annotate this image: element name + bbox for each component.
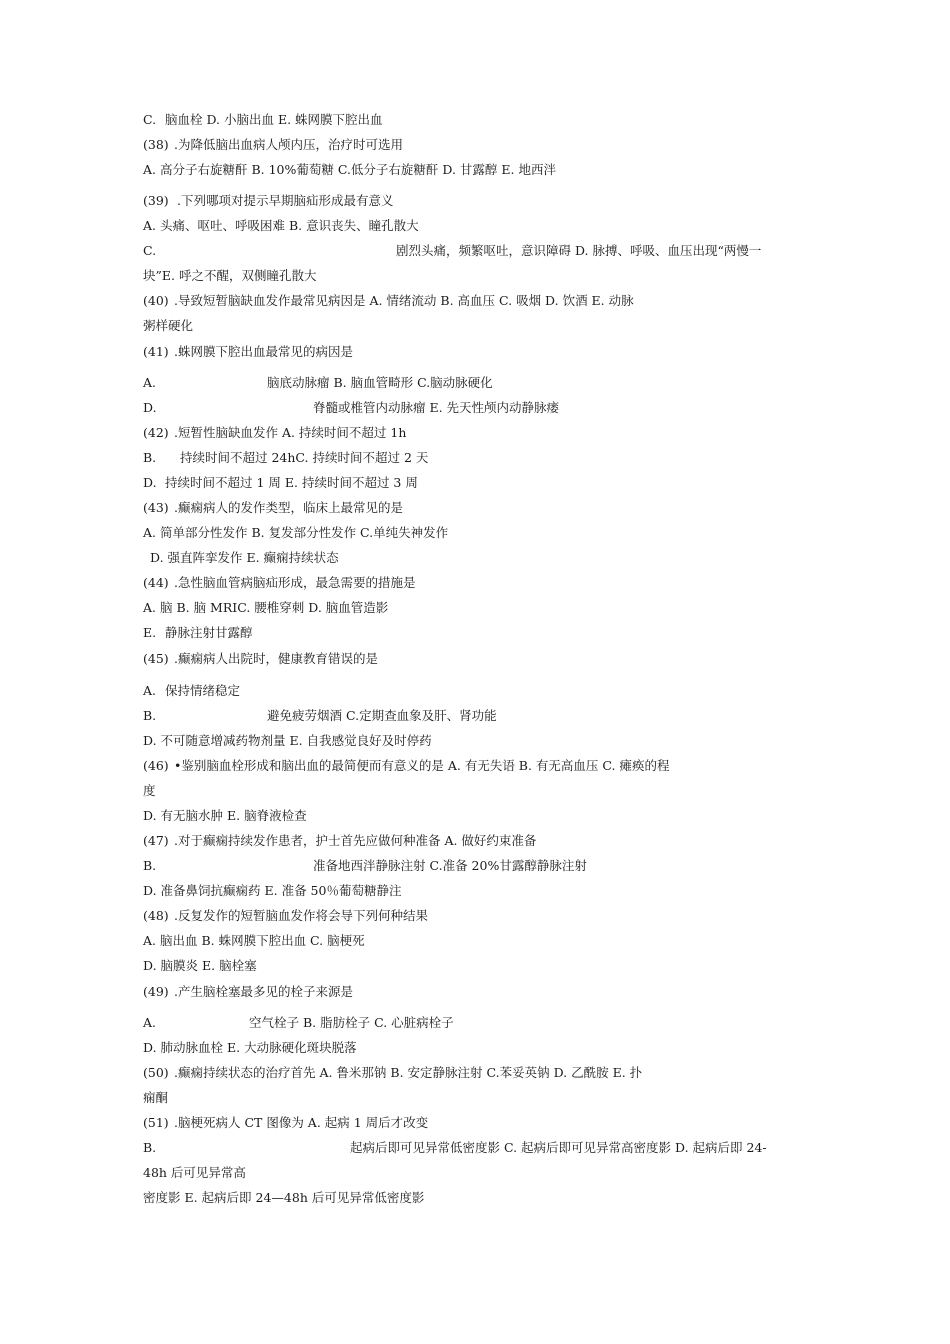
line-prefix: E. [143, 625, 157, 640]
line-text: 剧烈头痛，频繁呕吐，意识障碍 D. 脉搏、呼吸、血压出现“两慢一 [396, 243, 762, 258]
options-line [143, 932, 365, 950]
question-50 [143, 1064, 642, 1082]
question-text: .蛛网膜下腔出血最常见的病因是 [174, 344, 353, 359]
line-text: D. 准备鼻饲抗癫痫药 E. 准备 50％葡萄糖静注 [143, 883, 402, 898]
options-line [143, 374, 493, 392]
line-prefix: C. [143, 243, 157, 258]
question-number: (45) [143, 651, 169, 666]
options-line [143, 524, 448, 542]
question-number: (47) [143, 833, 169, 848]
options-line [143, 857, 587, 875]
options-line [143, 317, 193, 335]
question-number: (39) [143, 193, 169, 208]
question-text: •鉴别脑血栓形成和脑出血的最简便而有意义的是 A. 有无失语 B. 有无高血压 C. 瘫痪的程 [174, 758, 670, 773]
question-text: .癫痫持续状态的治疗首先 A. 鲁米那钠 B. 安定静脉注射 C.苯妥英钠 D. 乙酰胺 E. 扑 [174, 1065, 643, 1080]
question-text: .脑梗死病人 CT 图像为 A. 起病 1 周后才改变 [174, 1115, 429, 1130]
question-number: (42) [143, 425, 169, 440]
question-38 [143, 136, 403, 154]
options-line [143, 1014, 454, 1032]
question-text: .对于癫痫持续发作患者，护士首先应做何种准备 A. 做好约束准备 [174, 833, 537, 848]
question-number: (41) [143, 344, 169, 359]
question-number: (49) [143, 984, 169, 999]
options-line [143, 807, 307, 825]
question-43 [143, 499, 403, 517]
line-text: 48h 后可见异常高 [143, 1165, 246, 1180]
question-46 [143, 757, 669, 775]
options-line [143, 161, 556, 179]
options-line [143, 882, 401, 900]
question-number: (46) [143, 758, 169, 773]
line-text: 持续时间不超过 24hC. 持续时间不超过 2 天 [180, 450, 429, 465]
line-text: A. 简单部分性发作 B. 复发部分性发作 C.单纯失神发作 [143, 525, 449, 540]
line-text: A. 脑 B. 脑 MRIC. 腰椎穿刺 D. 脑血管造影 [143, 600, 389, 615]
options-line [143, 957, 257, 975]
question-49 [143, 983, 353, 1001]
line-text: 静脉注射甘露醇 [165, 625, 253, 640]
line-text: 保持情绪稳定 [165, 683, 241, 698]
line-text: 度 [143, 783, 156, 798]
question-48 [143, 907, 428, 925]
question-text: .为降低脑出血病人颅内压，治疗时可选用 [174, 137, 403, 152]
options-line [143, 624, 253, 642]
line-text: D. 强直阵挛发作 E. 癫痫持续状态 [150, 550, 339, 565]
options-line [143, 267, 316, 285]
options-line [143, 1189, 424, 1207]
question-42 [143, 424, 406, 442]
question-41 [143, 343, 353, 361]
question-number: (44) [143, 575, 169, 590]
question-number: (43) [143, 500, 169, 515]
line-prefix: B. [143, 708, 157, 723]
options-line [143, 242, 761, 260]
line-prefix: C. [143, 112, 157, 127]
question-44 [143, 574, 415, 592]
question-40 [143, 292, 634, 310]
question-text: .短暂性脑缺血发作 A. 持续时间不超过 1h [174, 425, 407, 440]
line-text: D. 肺动脉血栓 E. 大动脉硬化斑块脱落 [143, 1040, 357, 1055]
options-line [143, 1164, 246, 1182]
question-45 [143, 650, 378, 668]
line-prefix: D. [143, 400, 157, 415]
options-line [143, 732, 432, 750]
question-number: (50) [143, 1065, 169, 1080]
question-number: (48) [143, 908, 169, 923]
question-number: (51) [143, 1115, 169, 1130]
question-text: .产生脑栓塞最多见的栓子来源是 [174, 984, 353, 999]
line-prefix: A. [143, 683, 157, 698]
options-line [143, 782, 156, 800]
line-prefix: D. [143, 475, 157, 490]
line-text: D. 有无脑水肿 E. 脑脊液检查 [143, 808, 307, 823]
line-prefix: B. [143, 858, 157, 873]
line-text: 块”E. 呼之不醒，双侧瞳孔散大 [143, 268, 317, 283]
options-line [143, 474, 418, 492]
options-line [143, 449, 428, 467]
line-text: 起病后即可见异常低密度影 C. 起病后即可见异常高密度影 D. 起病后即 24- [350, 1140, 767, 1155]
options-line [143, 599, 388, 617]
line-text: 脊髓或椎管内动脉瘤 E. 先天性颅内动静脉瘘 [313, 400, 560, 415]
options-line [143, 1089, 168, 1107]
question-47 [143, 832, 536, 850]
question-number: (40) [143, 293, 169, 308]
line-text: A. 头痛、呕吐、呼吸困难 B. 意识丧失、瞳孔散大 [143, 218, 419, 233]
question-text: .导致短暂脑缺血发作最常见病因是 A. 情绪流动 B. 高血压 C. 吸烟 D. 饮酒 E. 动脉 [174, 293, 634, 308]
line-text: 粥样硬化 [143, 318, 194, 333]
line-text: A. 高分子右旋糖酐 B. 10%葡萄糖 C.低分子右旋糖酐 D. 甘露醇 E. 地西泮 [143, 162, 556, 177]
options-line [143, 707, 497, 725]
line-text: 空气栓子 B. 脂肪栓子 C. 心脏病栓子 [249, 1015, 454, 1030]
line-text: 脑血栓 D. 小脑出血 E. 蛛网膜下腔出血 [165, 112, 383, 127]
line-prefix: B. [143, 1140, 157, 1155]
question-text: .下列哪项对提示早期脑疝形成最有意义 [177, 193, 394, 208]
options-line [143, 682, 240, 700]
line-prefix: A. [143, 1015, 157, 1030]
options-line [143, 217, 419, 235]
question-text: .急性脑血管病脑疝形成，最急需要的措施是 [174, 575, 416, 590]
options-line [143, 1139, 767, 1157]
question-number: (38) [143, 137, 169, 152]
line-text: 持续时间不超过 1 周 E. 持续时间不超过 3 周 [165, 475, 418, 490]
line-prefix: B. [143, 450, 157, 465]
line-text: 密度影 E. 起病后即 24—48h 后可见异常低密度影 [143, 1190, 425, 1205]
line-text: 准备地西泮静脉注射 C.准备 20%甘露醇静脉注射 [313, 858, 587, 873]
options-line [143, 1039, 357, 1057]
question-39 [143, 192, 393, 210]
line-text: D. 不可随意增减药物剂量 E. 自我感觉良好及时停药 [143, 733, 432, 748]
text-line [143, 111, 383, 129]
options-line [143, 399, 559, 417]
question-text: .癫痫病人出院时，健康教育错误的是 [174, 651, 378, 666]
line-text: 脑底动脉瘤 B. 脑血管畸形 C.脑动脉硬化 [267, 375, 493, 390]
question-51 [143, 1114, 428, 1132]
options-line [150, 549, 339, 567]
line-text: 痫酮 [143, 1090, 169, 1105]
question-text: .反复发作的短暂脑血发作将会导下列何种结果 [174, 908, 428, 923]
line-text: 避免疲劳烟酒 C.定期查血象及肝、肾功能 [267, 708, 497, 723]
question-text: .癫痫病人的发作类型，临床上最常见的是 [174, 500, 403, 515]
line-prefix: A. [143, 375, 157, 390]
line-text: D. 脑膜炎 E. 脑栓塞 [143, 958, 257, 973]
line-text: A. 脑出血 B. 蛛网膜下腔出血 C. 脑梗死 [143, 933, 365, 948]
